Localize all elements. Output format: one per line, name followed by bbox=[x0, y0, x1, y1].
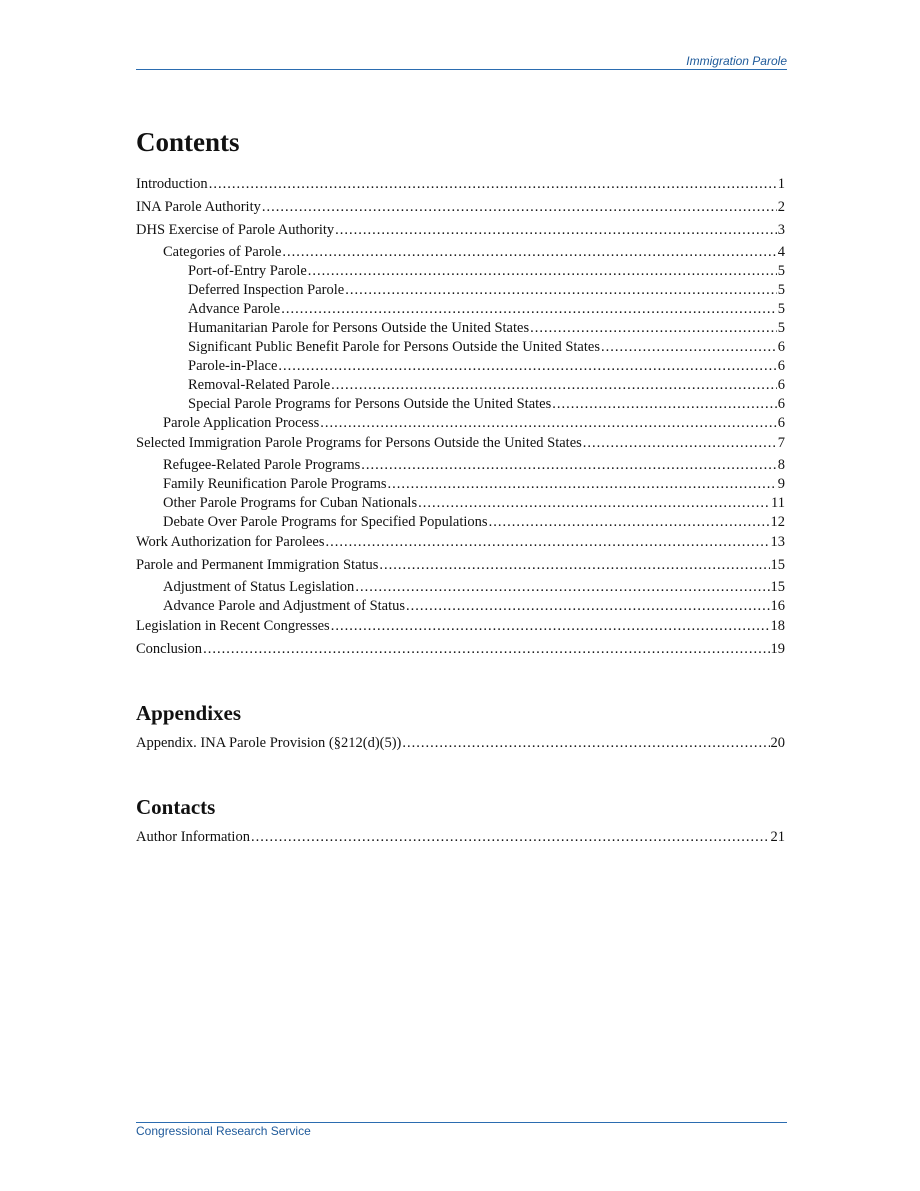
toc-entry[interactable] bbox=[136, 733, 785, 756]
toc-entry[interactable] bbox=[136, 475, 785, 494]
toc-page-number: 5 bbox=[777, 263, 785, 279]
toc-page-number: 15 bbox=[770, 557, 785, 573]
toc-entry-title: Family Reunification Parole Programs bbox=[163, 476, 387, 492]
toc-entry-title: Deferred Inspection Parole bbox=[188, 282, 345, 298]
toc-page-number: 6 bbox=[777, 377, 785, 393]
toc-page-number: 6 bbox=[777, 358, 785, 374]
toc-entry-title: Categories of Parole bbox=[163, 244, 282, 260]
toc-page-number: 8 bbox=[777, 457, 785, 473]
toc-entry-title: Author Information bbox=[136, 829, 250, 845]
header-divider bbox=[136, 69, 787, 70]
toc-entry[interactable] bbox=[136, 639, 785, 662]
toc-entry[interactable] bbox=[136, 827, 785, 850]
toc-page-number: 5 bbox=[777, 301, 785, 317]
toc-dot-leader bbox=[489, 513, 770, 531]
toc-entry-title: Parole and Permanent Immigration Status bbox=[136, 557, 379, 573]
toc-dot-leader bbox=[345, 281, 777, 299]
toc-entry-title: Appendix. INA Parole Provision (§212(d)(5)) bbox=[136, 735, 402, 751]
contents-heading: Contents bbox=[136, 127, 240, 157]
toc-entry-title: Parole-in-Place bbox=[188, 358, 278, 374]
toc-page-number: 19 bbox=[770, 641, 785, 657]
appendixes-heading: Appendixes bbox=[136, 701, 242, 725]
toc-page-number: 5 bbox=[777, 320, 785, 336]
toc-entry[interactable] bbox=[136, 616, 785, 639]
toc-page-number: 20 bbox=[770, 735, 785, 751]
toc-page-number: 6 bbox=[777, 339, 785, 355]
toc-dot-leader bbox=[530, 319, 777, 337]
toc-entry-title: Work Authorization for Parolees bbox=[136, 534, 325, 550]
toc-dot-leader bbox=[583, 433, 777, 453]
toc-page-number: 13 bbox=[770, 534, 785, 550]
contents-list bbox=[136, 174, 785, 662]
toc-dot-leader bbox=[281, 300, 777, 318]
toc-entry-title: Other Parole Programs for Cuban Nationals bbox=[163, 495, 418, 511]
toc-entry[interactable] bbox=[136, 414, 785, 433]
toc-page-number: 11 bbox=[771, 495, 785, 511]
toc-dot-leader bbox=[326, 532, 770, 552]
toc-page-number: 9 bbox=[777, 476, 785, 492]
toc-entry-title: Selected Immigration Parole Programs for Persons Outside the United States bbox=[136, 435, 582, 451]
toc-entry[interactable] bbox=[136, 597, 785, 616]
toc-page-number: 16 bbox=[770, 598, 785, 614]
toc-dot-leader bbox=[418, 494, 770, 512]
toc-dot-leader bbox=[308, 262, 777, 280]
toc-page-number: 7 bbox=[777, 435, 785, 451]
toc-entry-title: Humanitarian Parole for Persons Outside the United States bbox=[188, 320, 530, 336]
appendixes-list bbox=[136, 733, 785, 756]
footer-publisher: Congressional Research Service bbox=[136, 1124, 311, 1138]
toc-entry[interactable] bbox=[136, 197, 785, 220]
toc-entry[interactable] bbox=[136, 376, 785, 395]
toc-entry-title: Legislation in Recent Congresses bbox=[136, 618, 330, 634]
toc-entry[interactable] bbox=[136, 281, 785, 300]
toc-entry[interactable] bbox=[136, 338, 785, 357]
toc-page-number: 15 bbox=[770, 579, 785, 595]
toc-page-number: 6 bbox=[777, 415, 785, 431]
toc-entry-title: Conclusion bbox=[136, 641, 203, 657]
toc-dot-leader bbox=[355, 578, 769, 596]
toc-dot-leader bbox=[278, 357, 776, 375]
toc-dot-leader bbox=[262, 197, 777, 217]
toc-page-number: 21 bbox=[770, 829, 785, 845]
toc-dot-leader bbox=[388, 475, 777, 493]
toc-entry[interactable] bbox=[136, 262, 785, 281]
toc-entry-title: Port-of-Entry Parole bbox=[188, 263, 307, 279]
toc-entry[interactable] bbox=[136, 243, 785, 262]
toc-page-number: 6 bbox=[777, 396, 785, 412]
toc-page-number: 18 bbox=[770, 618, 785, 634]
toc-page-number: 2 bbox=[777, 199, 785, 215]
toc-dot-leader bbox=[320, 414, 776, 432]
contacts-heading: Contacts bbox=[136, 795, 216, 819]
toc-entry[interactable] bbox=[136, 578, 785, 597]
toc-entry[interactable] bbox=[136, 319, 785, 338]
toc-entry-title: Refugee-Related Parole Programs bbox=[163, 457, 361, 473]
toc-entry-title: Debate Over Parole Programs for Specified Populations bbox=[163, 514, 488, 530]
toc-entry[interactable] bbox=[136, 174, 785, 197]
toc-entry-title: Parole Application Process bbox=[163, 415, 320, 431]
toc-dot-leader bbox=[601, 338, 777, 356]
toc-page-number: 3 bbox=[777, 222, 785, 238]
toc-dot-leader bbox=[406, 597, 769, 615]
toc-page-number: 1 bbox=[777, 176, 785, 192]
toc-dot-leader bbox=[402, 733, 769, 753]
footer-divider bbox=[136, 1122, 787, 1123]
toc-entry[interactable] bbox=[136, 433, 785, 456]
toc-entry-title: Adjustment of Status Legislation bbox=[163, 579, 355, 595]
contacts-list bbox=[136, 827, 785, 850]
toc-entry[interactable] bbox=[136, 513, 785, 532]
toc-dot-leader bbox=[251, 827, 770, 847]
toc-entry-title: Advance Parole and Adjustment of Status bbox=[163, 598, 406, 614]
toc-entry[interactable] bbox=[136, 357, 785, 376]
toc-entry-title: Removal-Related Parole bbox=[188, 377, 331, 393]
toc-dot-leader bbox=[331, 616, 770, 636]
toc-entry[interactable] bbox=[136, 494, 785, 513]
toc-entry-title: INA Parole Authority bbox=[136, 199, 261, 215]
toc-page-number: 4 bbox=[777, 244, 785, 260]
toc-dot-leader bbox=[335, 220, 777, 240]
toc-dot-leader bbox=[361, 456, 776, 474]
toc-entry-title: Significant Public Benefit Parole for Persons Outside the United States bbox=[188, 339, 600, 355]
toc-entry[interactable] bbox=[136, 300, 785, 319]
toc-entry[interactable] bbox=[136, 395, 785, 414]
toc-dot-leader bbox=[379, 555, 769, 575]
toc-entry-title: Introduction bbox=[136, 176, 208, 192]
toc-dot-leader bbox=[331, 376, 777, 394]
toc-entry[interactable] bbox=[136, 456, 785, 475]
toc-entry-title: Special Parole Programs for Persons Outside the United States bbox=[188, 396, 552, 412]
toc-page-number: 5 bbox=[777, 282, 785, 298]
toc-entry[interactable] bbox=[136, 532, 785, 555]
toc-dot-leader bbox=[209, 174, 777, 194]
toc-entry-title: DHS Exercise of Parole Authority bbox=[136, 222, 335, 238]
table-of-contents bbox=[136, 126, 785, 850]
toc-page-number: 12 bbox=[770, 514, 785, 530]
toc-dot-leader bbox=[552, 395, 777, 413]
toc-dot-leader bbox=[282, 243, 776, 261]
toc-entry-title: Advance Parole bbox=[188, 301, 281, 317]
toc-dot-leader bbox=[203, 639, 769, 659]
running-header-title: Immigration Parole bbox=[686, 54, 787, 68]
toc-entry[interactable] bbox=[136, 220, 785, 243]
toc-entry[interactable] bbox=[136, 555, 785, 578]
